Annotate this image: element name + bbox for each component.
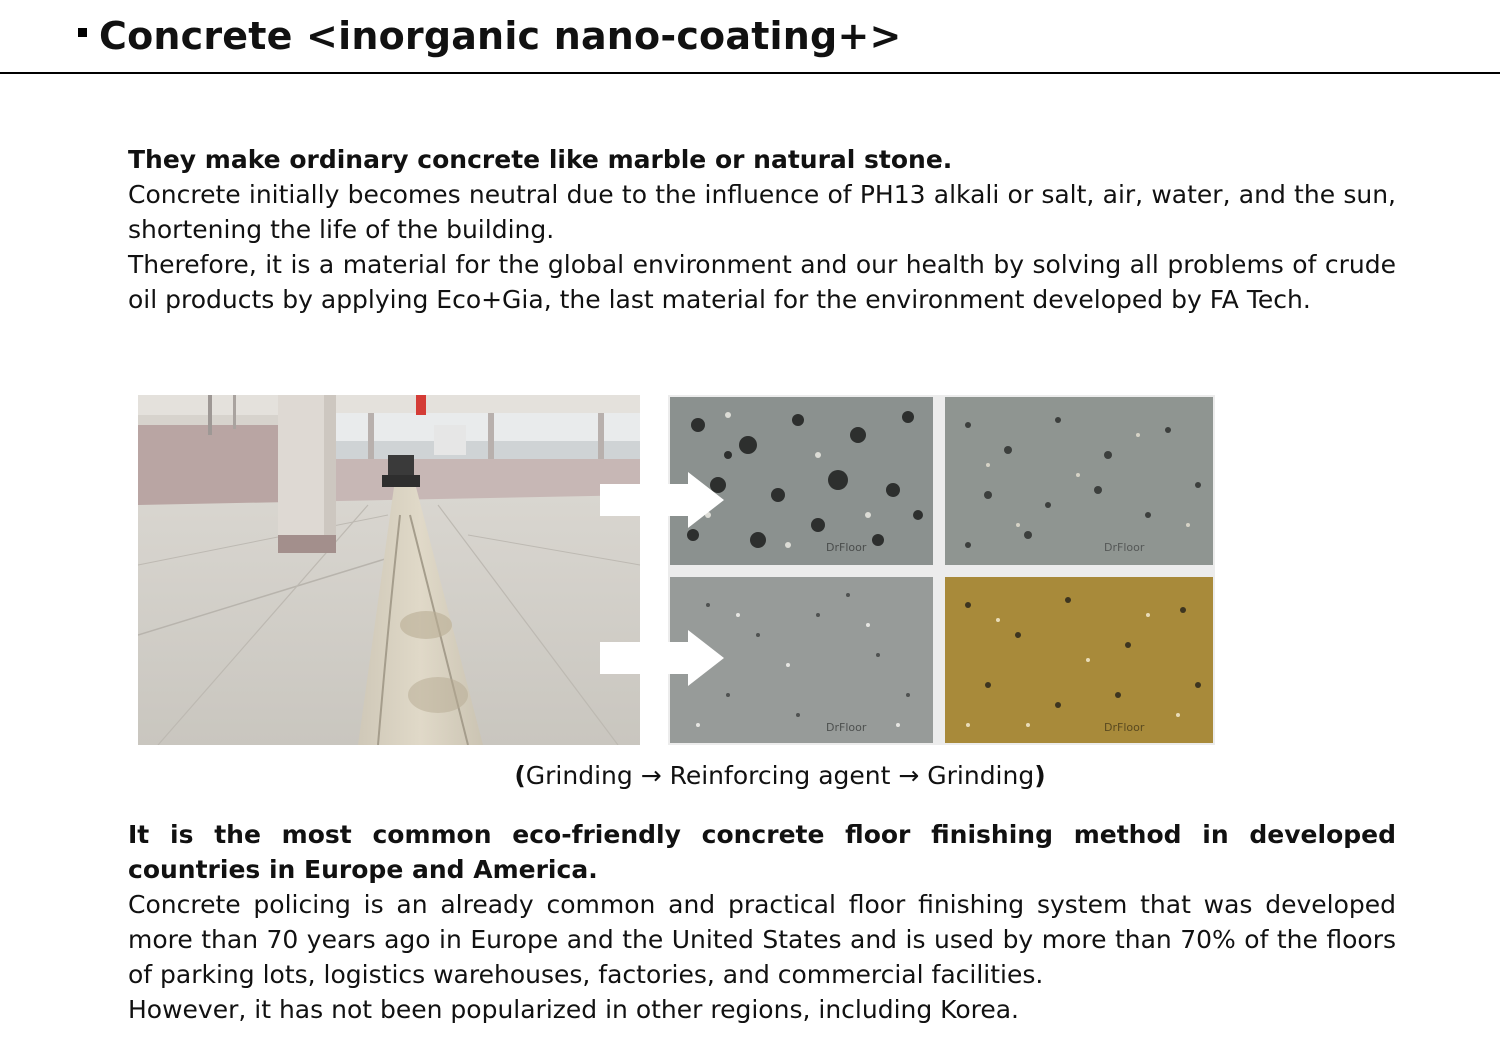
figure-caption-text: Grinding → Reinforcing agent → Grinding (525, 761, 1035, 790)
title-bar (0, 0, 1500, 74)
method-section (128, 817, 1396, 1027)
intro-headline: They make ordinary concrete like marble or natural stone. (128, 145, 953, 174)
page-title-text: Concrete <inorganic nano-coating+> (99, 14, 902, 58)
method-paragraph-1: Concrete policing is an already common and practical floor finishing system that was developed more than 70 years ago in Europe and the United States and is used by more than 70% of the floors of parking lots, logistics warehouses, factories, and commercial facilities. (128, 890, 1396, 989)
svg-text:DrFloor: DrFloor (826, 721, 867, 734)
square-bullet-icon (78, 28, 87, 37)
page-title (78, 14, 902, 58)
intro-paragraph-1: Concrete initially becomes neutral due to the influence of PH13 alkali or salt, air, water, and the sun, shortening the life of the building. (128, 180, 1396, 244)
intro-paragraph-2: Therefore, it is a material for the global environment and our health by solving all problems of crude oil products by applying Eco+Gia, the last material for the environment developed by FA Tech. (128, 250, 1396, 314)
process-arrow-icon (600, 630, 726, 686)
process-arrow-icon (600, 472, 726, 528)
svg-text:DrFloor: DrFloor (826, 541, 867, 554)
intro-section (128, 142, 1396, 317)
sample-tile-grey-speckle (945, 397, 1213, 565)
finished-samples-photo (668, 395, 1215, 745)
method-headline: It is the most common eco-friendly concrete floor finishing method in developed countries in Europe and America. (128, 820, 1396, 884)
method-paragraph-2: However, it has not been popularized in other regions, including Korea. (128, 995, 1019, 1024)
figure-caption: (Grinding → Reinforcing agent → Grinding) (514, 761, 1046, 790)
grinding-site-photo (138, 395, 640, 745)
svg-text:DrFloor: DrFloor (1104, 541, 1145, 554)
sample-tile-ochre (945, 577, 1213, 743)
svg-text:DrFloor: DrFloor (1104, 721, 1145, 734)
